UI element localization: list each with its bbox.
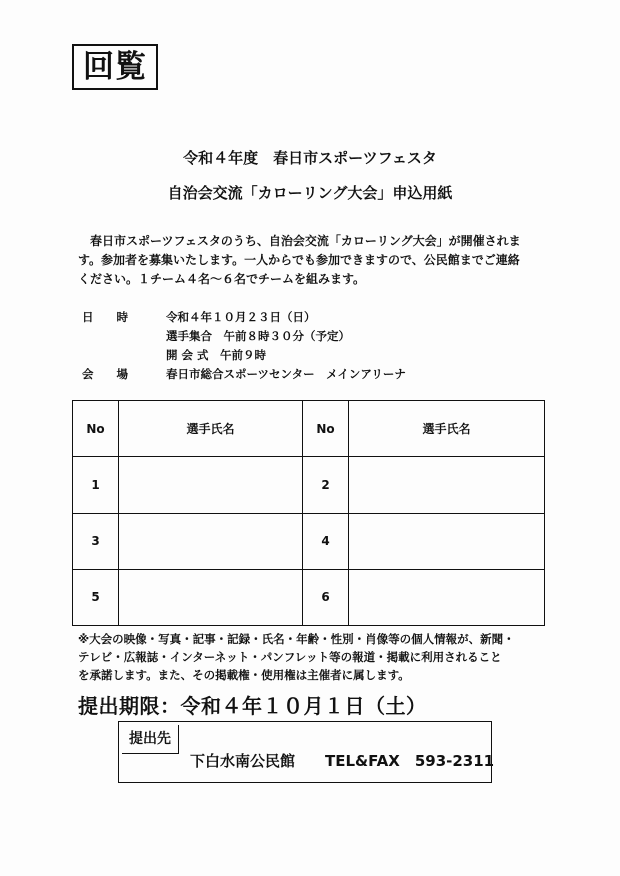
venue-value: 春日市総合スポーツセンター メインアリーナ xyxy=(166,367,406,381)
assembly-time: 選手集合 午前８時３０分（予定） xyxy=(166,329,350,343)
page-title: 令和４年度 春日市スポーツフェスタ xyxy=(183,149,437,167)
intro-line: 春日市スポーツフェスタのうち、自治会交流「カローリング大会」が開催されま xyxy=(78,234,521,248)
column-header-no: No xyxy=(73,401,119,457)
entry-table xyxy=(72,400,545,626)
player-name-field[interactable] xyxy=(349,569,545,625)
player-name-field[interactable] xyxy=(349,457,545,513)
submission-label: 提出先 xyxy=(122,725,179,754)
player-name-field[interactable] xyxy=(119,569,303,625)
table-row xyxy=(73,513,545,569)
player-name-field[interactable] xyxy=(349,513,545,569)
date-label: 日 時 xyxy=(82,310,128,324)
player-number: 6 xyxy=(303,569,349,625)
table-row xyxy=(73,569,545,625)
notice-line: ※大会の映像・写真・記事・記録・氏名・年齢・性別・肖像等の個人情報が、新聞・ xyxy=(78,632,515,646)
column-header-name: 選手氏名 xyxy=(349,401,545,457)
page-subtitle: 自治会交流「カローリング大会」申込用紙 xyxy=(167,184,453,202)
intro-line: ください。１チーム４名～６名でチームを組みます。 xyxy=(78,272,366,286)
submission-destination: 下白水南公民館 TEL&FAX 593-2311 xyxy=(190,752,495,770)
table-row xyxy=(73,457,545,513)
notice-line: を承諾します。また、その掲載権・使用権は主催者に属します。 xyxy=(78,668,410,682)
date-value: 令和４年１０月２３日（日） xyxy=(166,310,316,324)
player-number: 3 xyxy=(73,513,119,569)
submission-deadline: 提出期限：令和４年１０月１日（土） xyxy=(78,694,427,718)
player-number: 5 xyxy=(73,569,119,625)
column-header-no: No xyxy=(303,401,349,457)
notice-line: テレビ・広報誌・インターネット・パンフレット等の報道・掲載に利用されること xyxy=(78,650,502,664)
player-number: 1 xyxy=(73,457,119,513)
player-name-field[interactable] xyxy=(119,513,303,569)
player-number: 4 xyxy=(303,513,349,569)
circulation-stamp: 回覧 xyxy=(72,44,158,90)
intro-paragraph xyxy=(78,232,548,289)
intro-line: す。参加者を募集いたします。一人からでも参加できますので、公民館までご連絡 xyxy=(78,253,520,267)
column-header-name: 選手氏名 xyxy=(119,401,303,457)
venue-label: 会 場 xyxy=(82,367,128,381)
opening-time: 開 会 式 午前９時 xyxy=(166,348,267,362)
privacy-notice xyxy=(78,630,558,684)
player-number: 2 xyxy=(303,457,349,513)
table-header-row xyxy=(73,401,545,457)
player-name-field[interactable] xyxy=(119,457,303,513)
